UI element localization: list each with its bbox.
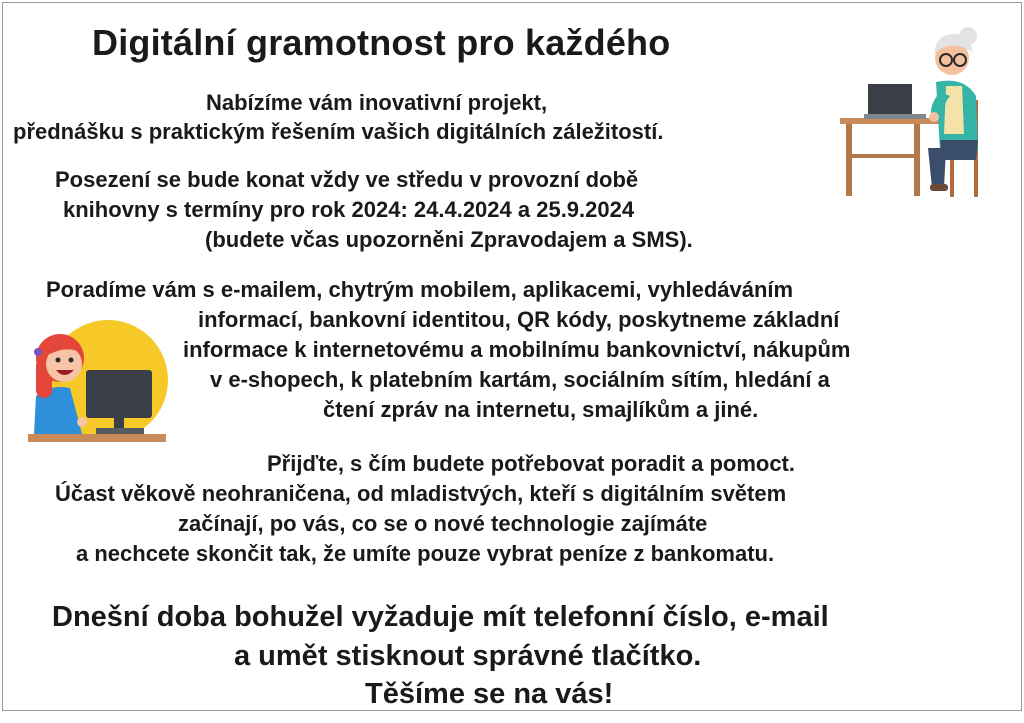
topics-line-1: Poradíme vám s e-mailem, chytrým mobilem, aplikacemi, vyhledáváním — [46, 277, 794, 302]
topics-line-3: informace k internetovému a mobilnímu bankovnictví, nákupům — [183, 337, 851, 362]
laptop-base — [864, 114, 926, 119]
invite-line-3: začínají, po vás, co se o nové technologie zajímáte — [178, 511, 708, 536]
desk-leg-right — [914, 124, 920, 196]
grandma-blouse — [944, 86, 964, 134]
topics-line-4: v e-shopech, k platebním kartám, sociálním sítím, hledání a — [210, 367, 830, 392]
intro-line-1: Nabízíme vám inovativní projekt, — [206, 90, 548, 115]
invite-line-4: a nechcete skončit tak, že umíte pouze vybrat peníze z bankomatu. — [76, 541, 775, 566]
hair-clip-icon — [34, 348, 42, 356]
closing-line-3: Těšíme se na vás! — [365, 678, 614, 710]
desk-bar — [846, 154, 920, 158]
grandma-hair-bun — [959, 27, 977, 45]
monitor — [86, 370, 152, 418]
schedule-line-1: Posezení se bude konat vždy ve středu v provozní době — [55, 167, 639, 192]
grandma-shoe — [930, 184, 948, 191]
keyboard — [96, 428, 144, 434]
girl-hand — [77, 417, 87, 427]
desk-top — [28, 434, 166, 442]
girl-computer-illustration — [26, 318, 176, 446]
grandma-laptop-illustration — [836, 22, 994, 202]
closing-line-1: Dnešní doba bohužel vyžaduje mít telefonní číslo, e-mail — [52, 601, 829, 633]
intro-line-2: přednášku s praktickým řešením vašich digitálních záležitostí. — [13, 119, 664, 144]
poster-title: Digitální gramotnost pro každého — [92, 22, 671, 63]
invite-line-2: Účast věkově neohraničena, od mladistvých, kteří s digitálním světem — [55, 481, 787, 506]
schedule-line-2: knihovny s termíny pro rok 2024: 24.4.2024 a 25.9.2024 — [63, 197, 635, 222]
desk-leg-left — [846, 124, 852, 196]
schedule-line-3: (budete včas upozorněni Zpravodajem a SMS). — [205, 227, 693, 252]
invite-line-1: Přijďte, s čím budete potřebovat poradit a pomoct. — [267, 451, 795, 476]
topics-line-5: čtení zpráv na internetu, smajlíkům a jiné. — [323, 397, 759, 422]
topics-line-2: informací, bankovní identitou, QR kódy, poskytneme základní — [198, 307, 840, 332]
laptop-screen — [868, 84, 912, 116]
grandma-hand — [929, 112, 939, 122]
closing-line-2: a umět stisknout správné tlačítko. — [234, 640, 702, 672]
